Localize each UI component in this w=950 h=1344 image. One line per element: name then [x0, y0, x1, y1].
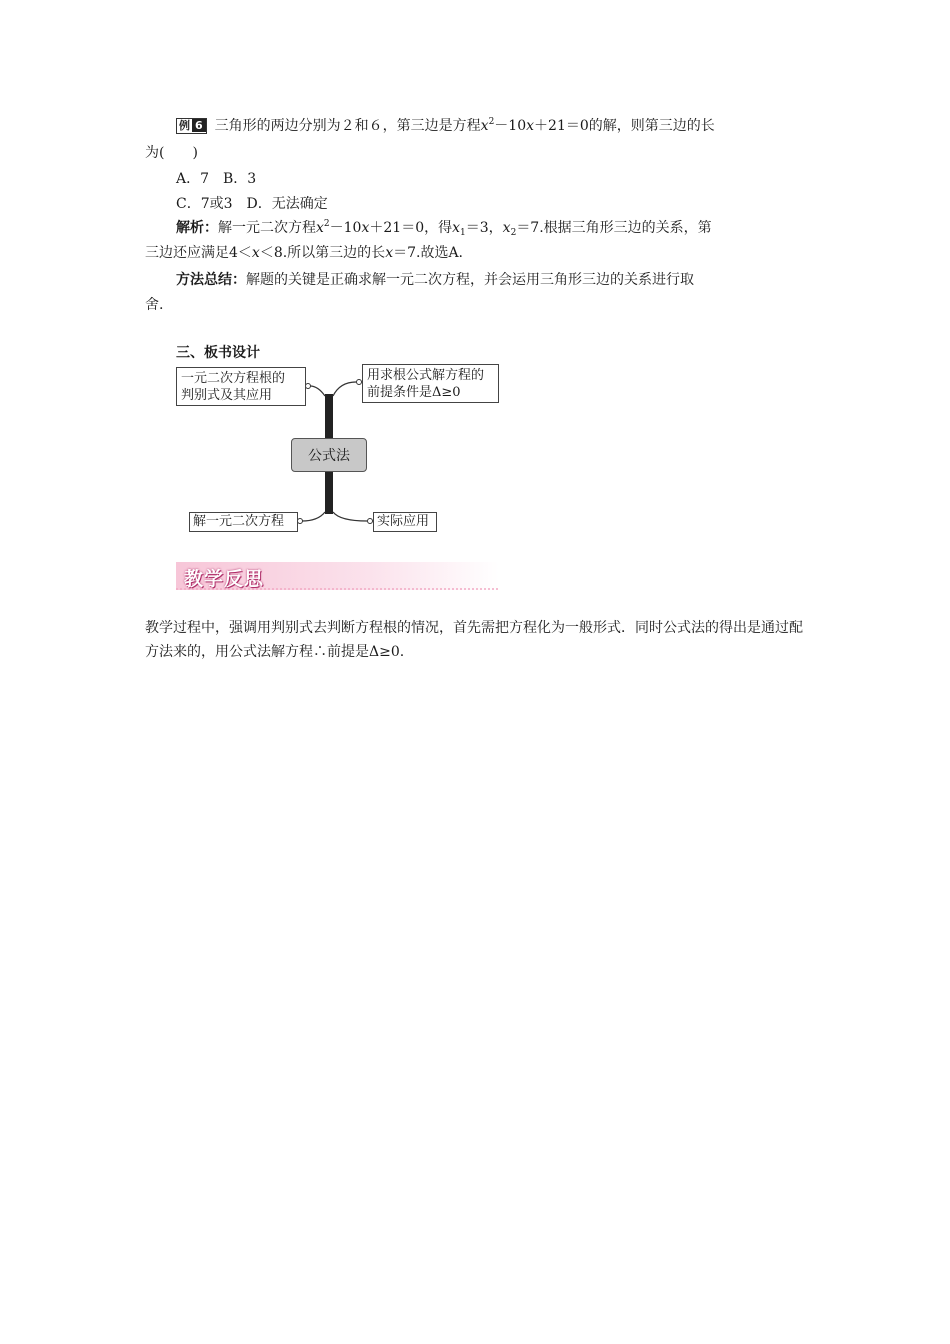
banner-title: 教学反思 [184, 568, 265, 590]
options-ab: A．7 B．3 [176, 171, 257, 187]
reflection-banner [176, 562, 499, 590]
board-heading: 三、板书设计 [176, 345, 260, 361]
node-discriminant: 一元二次方程根的 判别式及其应用 [176, 367, 306, 406]
options-cd: C．7或3 D．无法确定 [176, 196, 328, 212]
analysis-line2: 三边还应满足4＜x＜8.所以第三边的长x＝7.故选A. [145, 245, 464, 261]
example-question-line1: 例 6 三角形的两边分别为２和６，第三边是方程$x^2-10x+21=0$的解，则第三边的长 [176, 116, 715, 136]
example-badge: 例 6 [176, 118, 207, 134]
example-question-line2: 为( ) [145, 145, 198, 161]
node-formula-condition: 用求根公式解方程的 前提条件是Δ≥0 [362, 364, 499, 403]
board-diagram-connectors [0, 0, 950, 600]
node-application: 实际应用 [373, 512, 437, 532]
node-formula-method: 公式法 [291, 438, 367, 472]
analysis-line1: 解析：解一元二次方程$x^2-10x+21=0$，得$x_1=3$，$x_2=7$.根据三角形三边的关系，第 [176, 219, 712, 238]
summary-line2: 舍. [145, 297, 164, 313]
reflection-text: 教学过程中，强调用判别式去判断方程根的情况，首先需把方程化为一般形式．同时公式法的得出是通过配方法来的，用公式法解方程∴前提是Δ≥0. [145, 620, 803, 660]
summary-line1: 方法总结：解题的关键是正确求解一元二次方程，并会运用三角形三边的关系进行取 [176, 272, 694, 288]
node-solve-quadratic: 解一元二次方程 [189, 512, 298, 532]
